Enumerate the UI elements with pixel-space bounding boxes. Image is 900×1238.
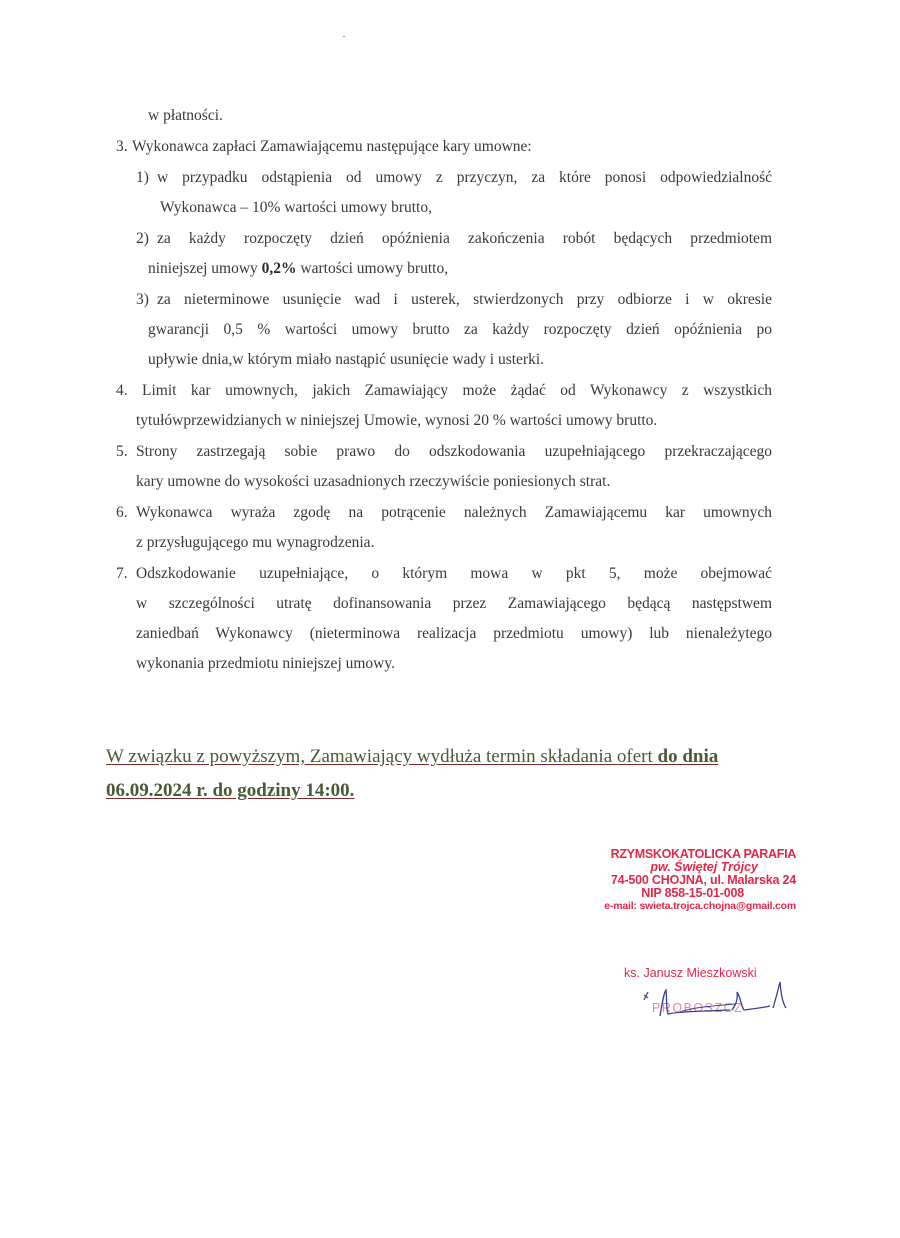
item-6-line-1: Wykonawca wyraża zgodę na potrącenie należnych Zamawiającemu kar umownych	[136, 504, 772, 521]
item-3-number: 3.	[116, 138, 128, 155]
deadline-statement-line-1	[106, 747, 718, 766]
item-5-line-2: kary umowne do wysokości uzasadnionych rzeczywiście poniesionych strat.	[136, 473, 611, 490]
deadline-statement-line-2	[106, 781, 354, 800]
item-7-number: 7.	[116, 565, 128, 582]
signer-title: PROBOSZCZ	[652, 1001, 744, 1015]
scan-speck	[343, 36, 345, 37]
sub-1-number: 1)	[136, 169, 149, 186]
sub-1-line-2: Wykonawca – 10% wartości umowy brutto,	[160, 199, 432, 216]
stamp-line-1: RZYMSKOKATOLICKA PARAFIA	[610, 847, 796, 861]
item-7-line-3: zaniedbań Wykonawcy (nieterminowa realizacja przedmiotu umowy) lub nienależytego	[136, 625, 772, 642]
stamp-line-5: e-mail: swieta.trojca.chojna@gmail.com	[604, 899, 796, 912]
item-7-line-1: Odszkodowanie uzupełniające, o którym mowa w pkt 5, może obejmować	[136, 565, 772, 582]
item-5-line-1: Strony zastrzegają sobie prawo do odszkodowania uzupełniającego przekraczającego	[136, 443, 772, 460]
sub-2-line-2a: niniejszej umowy	[148, 260, 262, 277]
stamp-line-4: NIP 858-15-01-008	[641, 886, 744, 901]
sub-3-line-3: upływie dnia,w którym miało nastąpić usunięcie wady i usterki.	[148, 351, 545, 368]
stamp-line-3: 74-500 CHOJNA, ul. Malarska 24	[610, 873, 796, 888]
penalty-rate: 0,2%	[261, 260, 297, 277]
item-6-line-2: z przysługującego mu wynagrodzenia.	[136, 534, 375, 551]
stamp-line-2: pw. Świętej Trójcy	[650, 860, 758, 875]
deadline-label: do dnia	[657, 746, 719, 767]
item-4-line-1: Limit kar umownych, jakich Zamawiający może żądać od Wykonawcy z wszystkich	[142, 382, 772, 399]
sub-2-line-2	[148, 261, 448, 277]
item-5-number: 5.	[116, 443, 128, 460]
sub-2-line-2c: wartości umowy brutto,	[296, 260, 449, 277]
handwritten-signature	[640, 978, 790, 1023]
item-6-number: 6.	[116, 504, 128, 521]
continuation-line: w płatności.	[148, 107, 223, 124]
sub-1-line-1: w przypadku odstąpienia od umowy z przyczyn, za które ponosi odpowiedzialność	[157, 169, 772, 186]
item-7-line-4: wykonania przedmiotu niniejszej umowy.	[136, 655, 395, 672]
sub-3-line-2: gwarancji 0,5 % wartości umowy brutto za każdy rozpoczęty dzień opóźnienia po	[148, 321, 772, 338]
item-7-line-2: w szczególności utratę dofinansowania przez Zamawiającego będącą następstwem	[136, 595, 772, 612]
sub-3-line-1: za nieterminowe usunięcie wad i usterek, stwierdzonych przy odbiorze i w okresie	[157, 291, 772, 308]
sub-2-line-1: za każdy rozpoczęty dzień opóźnienia zakończenia robót będących przedmiotem	[157, 230, 772, 247]
item-4-line-2: tytułówprzewidzianych w niniejszej Umowie, wynosi 20 % wartości umowy brutto.	[136, 412, 658, 429]
deadline-date: 06.09.2024 r. do godziny 14:00.	[106, 780, 355, 801]
item-4-number: 4.	[116, 382, 128, 399]
item-3-text: Wykonawca zapłaci Zamawiającemu następujące kary umowne:	[132, 138, 532, 155]
sub-2-number: 2)	[136, 230, 149, 247]
parish-stamp	[560, 848, 796, 912]
sub-3-number: 3)	[136, 291, 149, 308]
signer-name: ks. Janusz Mieszkowski	[624, 966, 757, 980]
deadline-intro: W związku z powyższym, Zamawiający wydłuża termin składania ofert	[106, 746, 658, 767]
